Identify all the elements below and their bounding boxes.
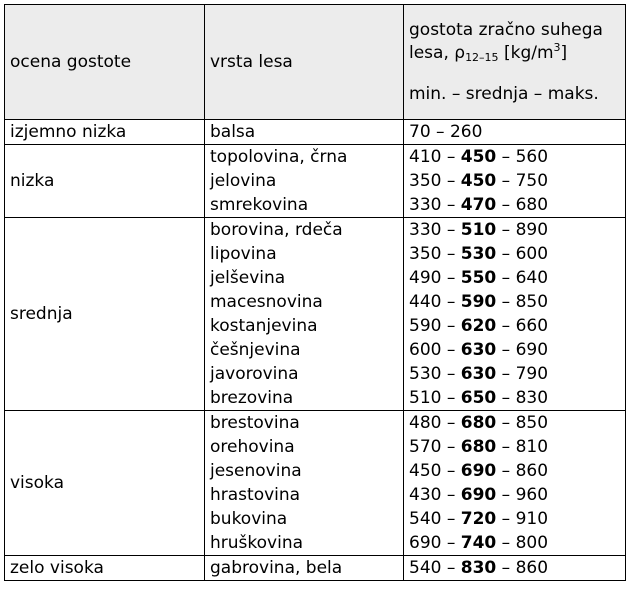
table-row [5,145,626,218]
header-row [5,5,626,120]
density-range: 600 – 630 – 690 [409,340,549,360]
header-density-rating: ocena gostote [5,5,205,120]
density-range: 350 – 530 – 600 [409,244,549,264]
density-min: 330 [409,220,442,240]
wood-species-cell [205,218,404,411]
density-range: 570 – 680 – 810 [409,437,549,457]
density-range: 530 – 630 – 790 [409,364,549,384]
density-range: 690 – 740 – 800 [409,533,549,553]
density-min: 330 [409,195,442,215]
density-min: 570 [409,437,442,457]
header-air-dry-density: gostota zračno suhega lesa, $\rho_{12-15}$ $[kg/m^3]$ min. – srednja – maks. [404,5,626,120]
density-mean: 620 [460,316,497,336]
density-mean: 550 [460,268,497,288]
wood-species-name: brestovina [210,413,300,433]
density-min: 410 [409,147,442,167]
density-mean: 530 [460,244,497,264]
wood-species-name: jelševina [210,268,286,288]
density-max: 690 [515,340,549,360]
density-mean: 450 [460,171,497,191]
wood-species-cell [205,120,404,145]
density-values-cell [404,556,626,581]
density-min: 450 [409,461,442,481]
wood-species-name: javorovina [210,364,299,384]
header-wood-species: vrsta lesa [205,5,404,120]
wood-species-name: gabrovina, bela [210,558,343,578]
density-min: 540 [409,558,442,578]
density-min: 540 [409,509,442,529]
density-range: 330 – 470 – 680 [409,195,549,215]
wood-species-cell [205,556,404,581]
wood-species-name: hruškovina [210,533,304,553]
density-range: 480 – 680 – 850 [409,413,549,433]
density-rating-cell: zelo visoka [5,556,205,581]
density-mean: 470 [460,195,497,215]
density-range: 510 – 650 – 830 [409,388,549,408]
density-mean: 450 [460,147,497,167]
density-range: 350 – 450 – 750 [409,171,549,191]
density-values-cell [404,145,626,218]
density-max: 860 [515,558,549,578]
table-row [5,120,626,145]
density-min: 690 [409,533,442,553]
density-min: 430 [409,485,442,505]
density-max: 660 [515,316,549,336]
table-row [5,556,626,581]
density-range: 70 – 260 [409,122,483,142]
density-range: 430 – 690 – 960 [409,485,549,505]
density-max: 640 [515,268,549,288]
wood-species-name: lipovina [210,244,277,264]
density-max: 890 [515,220,549,240]
wood-species-name: jelovina [210,171,277,191]
density-mean: 830 [460,558,497,578]
wood-species-cell [205,411,404,556]
wood-species-name: bukovina [210,509,288,529]
density-min: 480 [409,413,442,433]
wood-species-name: brezovina [210,388,294,408]
wood-species-name: češnjevina [210,340,301,360]
density-min: 530 [409,364,442,384]
density-min: 510 [409,388,442,408]
density-max: 800 [515,533,549,553]
density-max: 260 [449,122,483,142]
density-max: 850 [515,413,549,433]
density-min: 600 [409,340,442,360]
density-rating-cell: srednja [5,218,205,411]
density-mean: 680 [460,437,497,457]
density-max: 850 [515,292,549,312]
density-range: 450 – 690 – 860 [409,461,549,481]
table-row [5,411,626,556]
wood-density-table [4,4,626,581]
density-mean: 690 [460,485,497,505]
density-max: 680 [515,195,549,215]
density-max: 600 [515,244,549,264]
density-range: 540 – 830 – 860 [409,558,549,578]
density-range: 330 – 510 – 890 [409,220,549,240]
density-range: 440 – 590 – 850 [409,292,549,312]
wood-species-name: macesnovina [210,292,323,312]
density-values-cell [404,411,626,556]
density-rating-cell: visoka [5,411,205,556]
density-mean: 680 [460,413,497,433]
wood-species-name: orehovina [210,437,295,457]
density-mean: 650 [460,388,497,408]
density-min: 590 [409,316,442,336]
density-mean: 630 [460,364,497,384]
density-mean: 720 [460,509,497,529]
density-max: 830 [515,388,549,408]
wood-species-name: balsa [210,122,256,142]
density-max: 750 [515,171,549,191]
density-range: 490 – 550 – 640 [409,268,549,288]
table-row [5,218,626,411]
density-rating-cell: izjemno nizka [5,120,205,145]
density-max: 790 [515,364,549,384]
density-values-cell [404,120,626,145]
wood-species-name: borovina, rdeča [210,220,343,240]
wood-species-name: hrastovina [210,485,301,505]
density-mean: 590 [460,292,497,312]
density-rating-cell: nizka [5,145,205,218]
wood-species-cell [205,145,404,218]
wood-species-name: topolovina, črna [210,147,348,167]
density-min: 440 [409,292,442,312]
density-mean: 740 [460,533,497,553]
density-range: 410 – 450 – 560 [409,147,549,167]
density-min: 70 [409,122,431,142]
density-range: 590 – 620 – 660 [409,316,549,336]
wood-species-name: kostanjevina [210,316,318,336]
density-min: 490 [409,268,442,288]
density-min: 350 [409,244,442,264]
density-mean: 630 [460,340,497,360]
density-mean: 510 [460,220,497,240]
density-max: 560 [515,147,549,167]
density-max: 860 [515,461,549,481]
wood-species-name: smrekovina [210,195,309,215]
density-min: 350 [409,171,442,191]
wood-species-name: jesenovina [210,461,302,481]
density-max: 960 [515,485,549,505]
density-range: 540 – 720 – 910 [409,509,549,529]
density-max: 810 [515,437,549,457]
density-mean: 690 [460,461,497,481]
density-max: 910 [515,509,549,529]
density-values-cell [404,218,626,411]
